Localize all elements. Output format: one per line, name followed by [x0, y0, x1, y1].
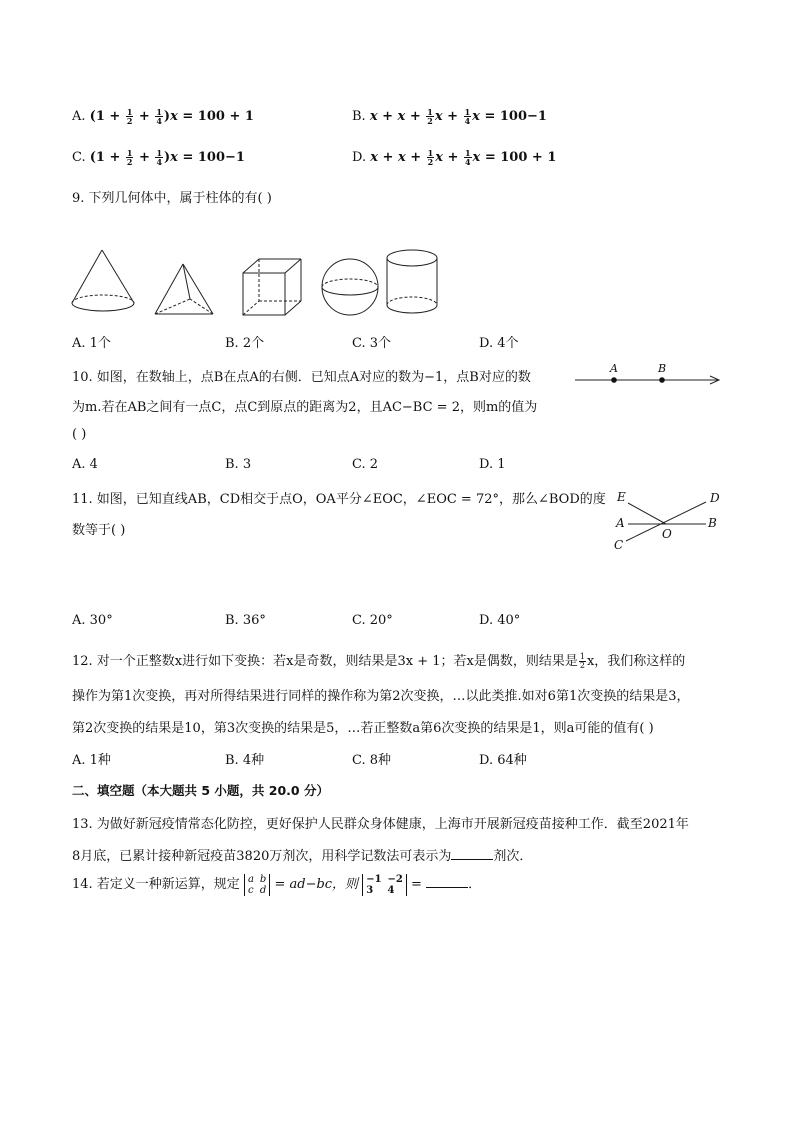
det-cell: a	[247, 873, 254, 885]
q9-option-b: B. 2个	[225, 336, 265, 351]
q10-option-b: B. 3	[225, 457, 252, 472]
q12-option-c: C. 8种	[352, 753, 392, 768]
option-label: C.	[72, 150, 86, 165]
q9-option-a: A. 1个	[72, 336, 111, 351]
point-a-label: A	[610, 362, 618, 375]
option-label: A.	[72, 109, 86, 124]
q14-answer-blank[interactable]	[426, 875, 468, 888]
q10-line3: ( )	[72, 427, 87, 442]
q8-option-d-expr: x + x + $\frac{1}{2}$ x + $\frac{1}{4}$ x = 100 + 1	[370, 148, 557, 167]
label-e: E	[617, 490, 626, 504]
label-b: B	[708, 516, 717, 530]
q11-option-a: A. 30°	[72, 613, 113, 628]
option-label: B.	[352, 109, 366, 124]
q12-line1-text: 12. 对一个正整数x进行如下变换：若x是奇数，则结果是3x + 1；若x是偶数，则结果是	[72, 654, 578, 669]
q8-option-b-expr: x + x + $\frac{1}{2}$ x + $\frac{1}{4}$ x = 100−1	[369, 107, 547, 126]
q8-option-b-rhs: = 100−1	[484, 109, 547, 124]
q13-line1: 13. 为做好新冠疫情常态化防控，更好保护人民群众身体健康，上海市开展新冠疫苗接种工作．截至2021年	[72, 817, 689, 832]
point-b-label: B	[658, 362, 667, 375]
option-label: D.	[352, 150, 367, 165]
det-cell: c	[247, 884, 254, 896]
q14-prefix: 14. 若定义一种新运算，规定	[72, 877, 240, 892]
q12-line2: 操作为第1次变换，再对所得结果进行同样的操作称为第2次变换，…以此类推.如对6第1次变换的结果是3，	[72, 689, 690, 704]
q12-option-a: A. 1种	[72, 753, 111, 768]
q14-definition-rhs: = ad−bc，则	[274, 877, 359, 892]
label-a: A	[616, 516, 625, 530]
q12-option-b: B. 4种	[225, 753, 265, 768]
q8-option-a-rhs: = 100 + 1	[182, 109, 254, 124]
q11-option-b: B. 36°	[225, 613, 266, 628]
q14-equals: =	[411, 877, 422, 892]
q11-intersecting-lines-figure	[0, 0, 794, 560]
q11-line2: 数等于( )	[72, 523, 126, 538]
det-cell: −2	[387, 873, 403, 885]
q8-option-c-expr: (1 + $\frac{1}{2}$ + $\frac{1}{4}$ )x = 100−1	[89, 148, 245, 167]
det-cell: −1	[366, 873, 382, 885]
q12-option-d: D. 64种	[479, 753, 527, 768]
q8-option-c-rhs: = 100−1	[182, 150, 245, 165]
label-c: C	[614, 538, 624, 552]
q10-option-d: D. 1	[479, 457, 506, 472]
q13-line2-text: 8月底，已累计接种新冠疫苗3820万剂次，用科学记数法可表示为	[72, 849, 452, 864]
q11-option-c: C. 20°	[352, 613, 393, 628]
q11-option-d: D. 40°	[479, 613, 521, 628]
q14-end: ．	[468, 877, 482, 892]
label-d: D	[710, 491, 720, 505]
q12-line1	[72, 650, 685, 670]
det-cell: b	[259, 873, 267, 885]
q11-line1: 11. 如图，已知直线AB，CD相交于点O，OA平分∠EOC，∠EOC = 72°，那么∠BOD的度	[72, 492, 606, 507]
q10-option-c: C. 2	[352, 457, 379, 472]
q10-line1: 10. 如图，在数轴上，点B在点A的右侧．已知点A对应的数为−1，点B对应的数	[72, 370, 531, 385]
q13-line2-tail: 剂次．	[493, 849, 533, 864]
q12-line1-tail: x，我们称这样的	[586, 654, 686, 669]
half-fraction: $\frac{1}{2}$	[579, 652, 585, 670]
q13-line2	[72, 845, 532, 864]
q12-line3: 第2次变换的结果是10，第3次变换的结果是5，…若正整数a第6次变换的结果是1，则a可能的值有( )	[72, 721, 654, 736]
label-o: O	[662, 527, 672, 541]
q9-option-c: C. 3个	[352, 336, 392, 351]
q10-option-a: A. 4	[72, 457, 98, 472]
q14-line	[72, 873, 481, 897]
q9-option-d: D. 4个	[479, 336, 519, 351]
q8-option-a-expr: (1 + $\frac{1}{2}$ + $\frac{1}{4}$ )x = 100 + 1	[89, 107, 254, 126]
q8-option-d-rhs: = 100 + 1	[484, 150, 557, 165]
section-heading-fill-in: 二、填空题（本大题共 5 小题，共 20.0 分）	[72, 783, 329, 798]
q14-numeric-determinant	[362, 874, 407, 896]
det-cell: d	[259, 884, 267, 896]
q14-definition-determinant	[244, 874, 270, 896]
det-cell: 4	[387, 884, 395, 896]
q9-stem: 9. 下列几何体中，属于柱体的有( )	[72, 191, 272, 206]
q13-answer-blank[interactable]	[451, 847, 493, 860]
det-cell: 3	[366, 884, 374, 896]
q10-line2: 为m.若在AB之间有一点C，点C到原点的距离为2，且AC−BC = 2，则m的值为	[72, 400, 538, 415]
